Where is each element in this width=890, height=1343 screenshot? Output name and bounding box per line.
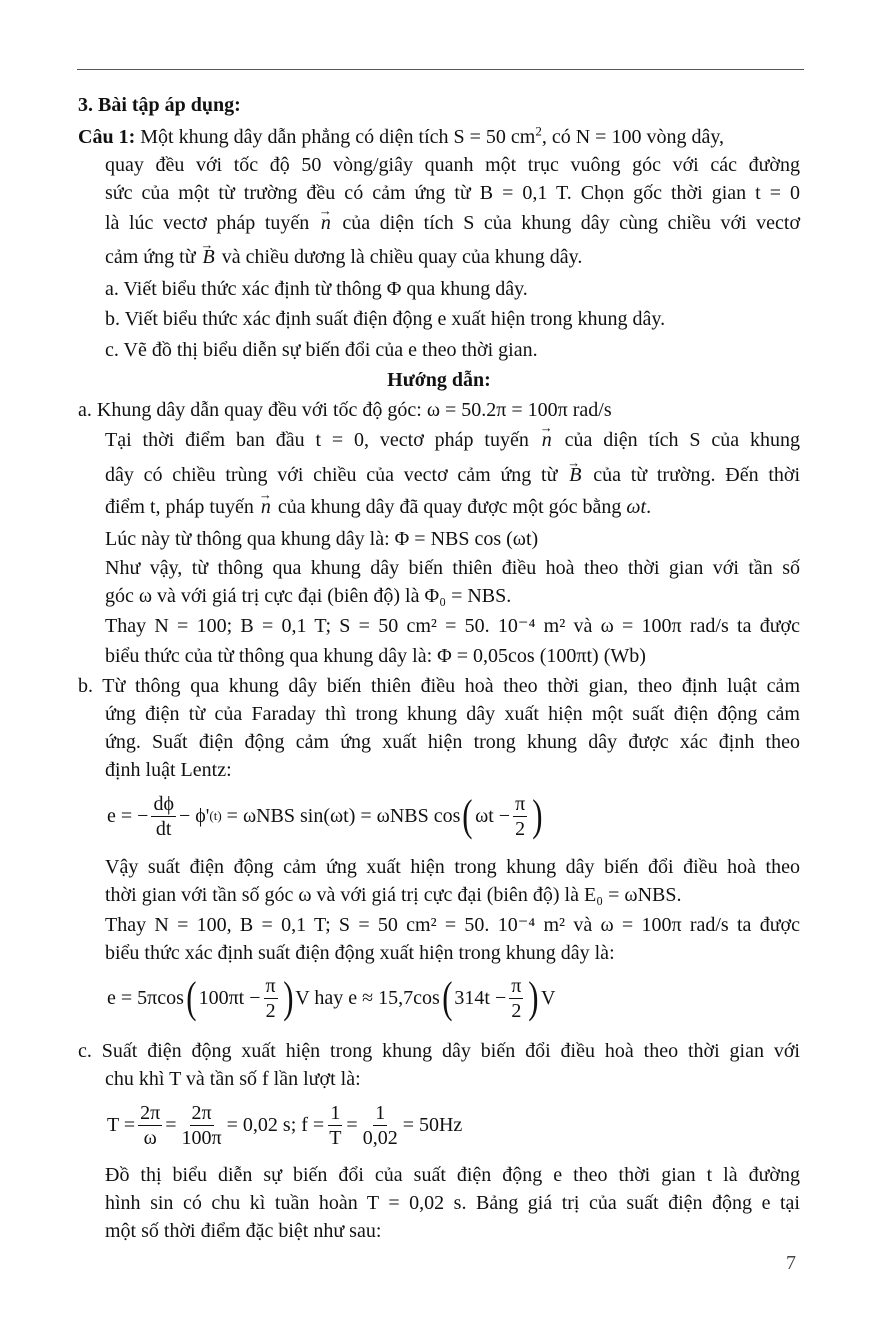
question-item-a: a. Viết biểu thức xác định từ thông Φ qua khung dây. [105,278,528,300]
equation-period-frequency: T = $\frac{2\pi}{\omega}$ = $\frac{2\pi}{100\pi}$ = 0,02 s; f = $\frac{1}{T}$ = $\frac{1}{0,02}$ = 50Hz [107,1101,463,1149]
question-line-3: sức của một từ trường đều có cảm ứng từ B = 0,1 T. Chọn gốc thời gian t = 0 [105,182,800,204]
guide-title: Hướng dẫn: [387,369,491,391]
vector-b: → B [567,462,583,488]
guide-a-line-6: Như vậy, từ thông qua khung dây biến thiên điều hoà theo thời gian với tần số [105,557,800,579]
guide-a-line-2: Tại thời điểm ban đầu t = 0, vectơ pháp tuyến → n của diện tích S của khung [105,427,800,453]
guide-c-line-5: một số thời điểm đặc biệt như sau: [105,1220,382,1242]
guide-b-line-1: b. Từ thông qua khung dây biến thiên điều hoà theo thời gian, theo định luật cảm [78,675,800,697]
guide-a-line-5: Lúc này từ thông qua khung dây là: Φ = NBS cos (ωt) [105,528,539,550]
equation-emf-result: e = 5πcos ( 100πt − $\frac{\pi}{2}$ ) V hay e ≈ 15,7cos ( 314t − $\frac{\pi}{2}$ ) V [107,973,556,1022]
question-item-b: b. Viết biểu thức xác định suất điện động e xuất hiện trong khung dây. [105,308,666,330]
guide-c-line-2: chu khì T và tần số f lần lượt là: [105,1068,361,1090]
guide-a-line-9: biểu thức của từ thông qua khung dây là: Φ = 0,05cos (100πt) (Wb) [105,645,646,667]
question-line-4: là lúc vectơ pháp tuyến → n của diện tích S của khung dây cùng chiều với vectơ [105,210,800,236]
page-number: 7 [786,1252,796,1274]
fraction-pi-2: $\frac{\pi}{2}$ [265,974,276,1022]
fraction-dphi-dt: $\frac{d\phi}{dt}$ [153,792,174,840]
question-item-c: c. Vẽ đồ thị biểu diễn sự biến đổi của e theo thời gian. [105,339,538,361]
guide-b-line-4: định luật Lentz: [105,759,232,781]
guide-b-line-8: biểu thức xác định suất điện động xuất hiện trong khung dây là: [105,942,615,964]
vector-n: → n [540,427,554,453]
guide-b-line-7: Thay N = 100, B = 0,1 T; S = 50 cm² = 50. 10⁻⁴ m² và ω = 100π rad/s ta được [105,914,800,936]
fraction-pi-2: $\frac{\pi}{2}$ [511,974,522,1022]
guide-a-line-1: a. Khung dây dẫn quay đều với tốc độ góc: ω = 50.2π = 100π rad/s [78,399,612,421]
header-rule [77,69,804,70]
guide-c-line-1: c. Suất điện động xuất hiện trong khung dây biến đổi điều hoà theo thời gian với [78,1040,800,1062]
question-line-5: cảm ứng từ → B và chiều dương là chiều quay của khung dây. [105,244,582,270]
vector-n: → n [259,494,273,520]
vector-n: → n [319,210,333,236]
vector-b: → B [201,244,217,270]
fraction-pi-2: $\frac{\pi}{2}$ [515,792,526,840]
guide-c-line-4: hình sin có chu kì tuần hoàn T = 0,02 s. Bảng giá trị của suất điện động e tại [105,1192,800,1214]
guide-b-line-6: thời gian với tần số góc ω và với giá trị cực đại (biên độ) là E₀ = ωNBS. [105,884,682,906]
question-label: Câu 1: [78,126,136,148]
question-line-1: Câu 1: Một khung dây dẫn phẳng có diện tích S = 50 $cm^2$, có N = 100 vòng dây, [78,123,725,148]
guide-b-line-5: Vậy suất điện động cảm ứng xuất hiện trong khung dây biến đổi điều hoà theo [105,856,800,878]
guide-c-line-3: Đồ thị biểu diễn sự biến đổi của suất điện động e theo thời gian t là đường [105,1164,800,1186]
guide-b-line-3: ứng. Suất điện động cảm ứng xuất hiện trong khung dây được xác định theo [105,731,800,753]
question-line-2: quay đều với tốc độ 50 vòng/giây quanh một trục vuông góc với các đường [105,154,800,176]
guide-a-line-8: Thay N = 100; B = 0,1 T; S = 50 cm² = 50. 10⁻⁴ m² và ω = 100π rad/s ta được [105,615,800,637]
section-title: 3. Bài tập áp dụng: [78,94,241,116]
guide-b-line-2: ứng điện từ của Faraday thì trong khung dây xuất hiện một suất điện động cảm [105,703,800,725]
guide-a-line-7: góc ω và với giá trị cực đại (biên độ) là Φ₀ = NBS. [105,585,512,607]
equation-emf-lentz: e = − $\frac{d\phi}{dt}$ − ϕ' (t) = ωNBS sin(ωt) = ωNBS cos ( ωt − $\frac{\pi}{2}$ ) [107,791,543,840]
guide-a-line-3: dây có chiều trùng với chiều của vectơ cảm ứng từ → B của từ trường. Đến thời [105,462,800,488]
guide-a-line-4: điểm t, pháp tuyến → n của khung dây đã quay được một góc bằng ωt. [105,494,651,520]
